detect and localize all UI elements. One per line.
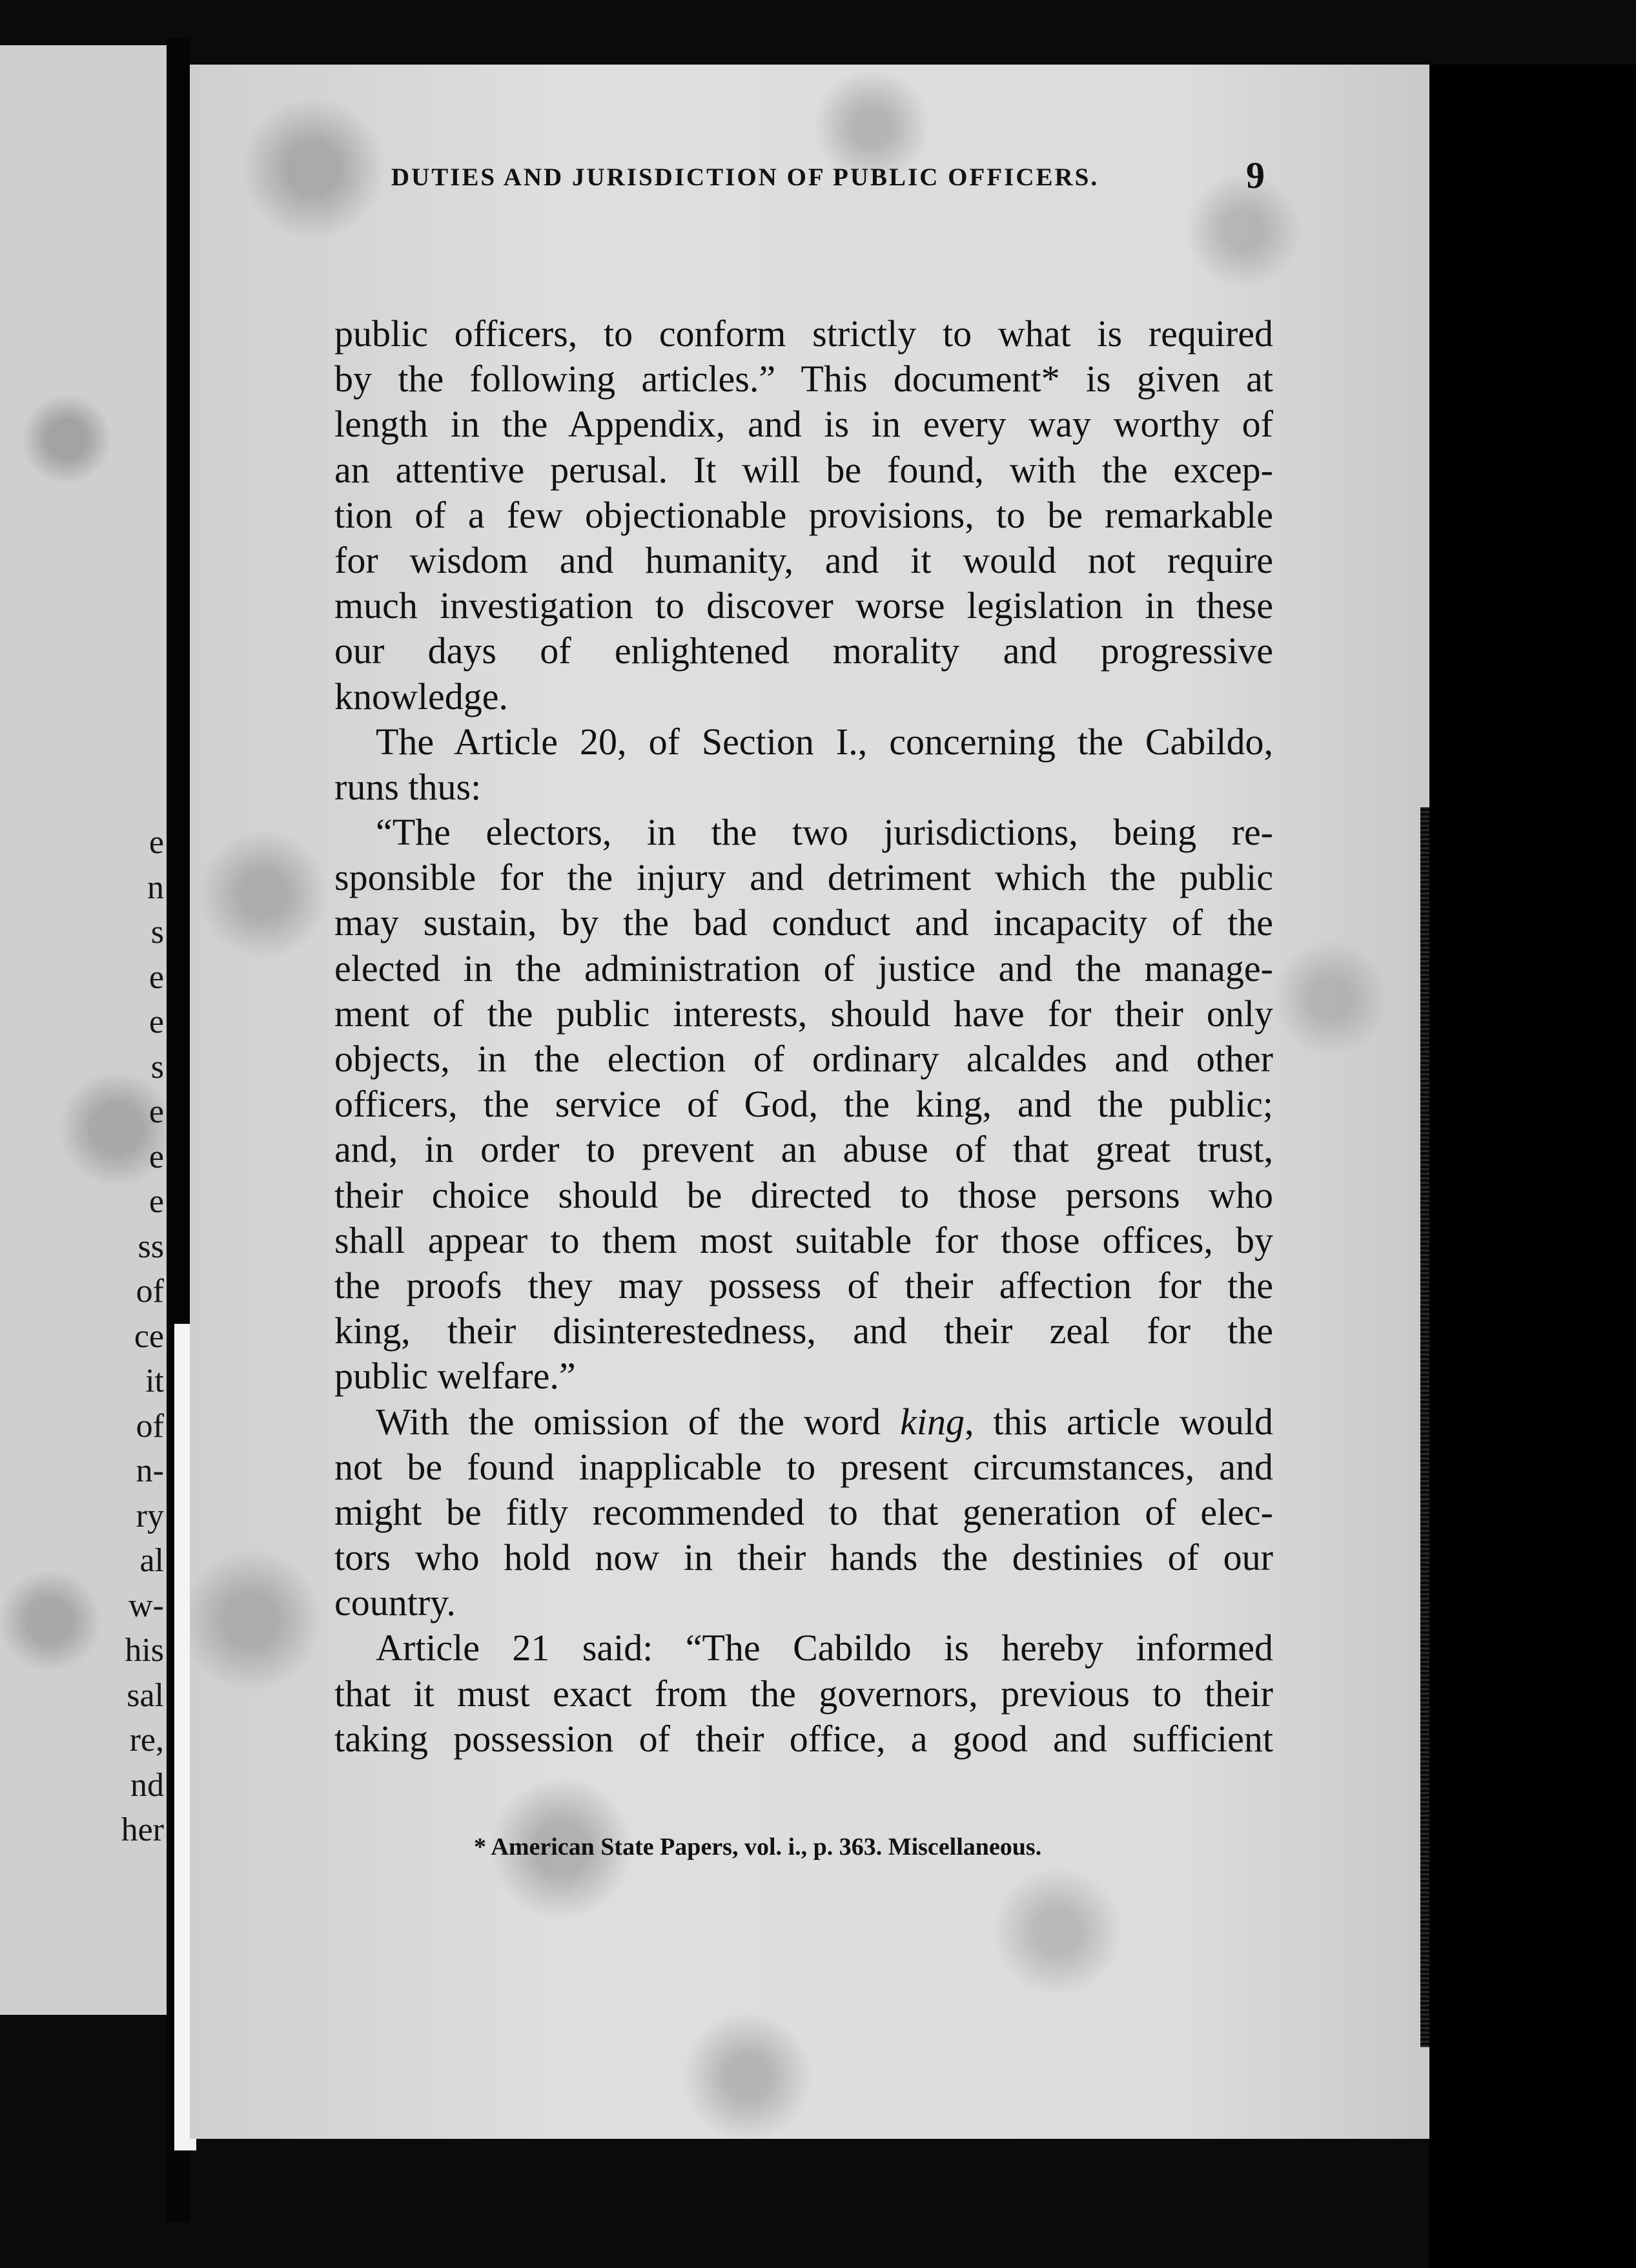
text-line: runs thus:: [334, 765, 482, 808]
text-line: With the omission of the word king, this article would: [376, 1400, 1273, 1443]
previous-page-fragment: al: [139, 1542, 164, 1579]
quote-line: ment of the public interests, should have for their only: [334, 992, 1273, 1035]
quote-line: public welfare.”: [334, 1355, 576, 1397]
previous-page-text-fragments: [87, 820, 164, 1853]
previous-page-edge: [0, 45, 167, 2015]
running-head: DUTIES AND JURISDICTION OF PUBLIC OFFICERS.: [391, 163, 1099, 191]
previous-page-fragment: e: [148, 958, 164, 996]
previous-page-fragment: it: [145, 1363, 164, 1399]
previous-page-fragment: ce: [134, 1317, 164, 1355]
previous-page-fragment: her: [121, 1811, 164, 1848]
emphasis-word: king: [900, 1400, 965, 1443]
text-line: might be fitly recommended to that generation of elec-: [334, 1490, 1273, 1533]
text-line: knowledge.: [334, 675, 508, 717]
text-line: Article 21 said: “The Cabildo is hereby informed: [376, 1627, 1273, 1669]
quote-line: “The electors, in the two jurisdictions, being re-: [376, 811, 1273, 854]
text-line: tors who hold now in their hands the destinies of our: [334, 1536, 1273, 1579]
previous-page-fragment: ry: [136, 1497, 164, 1534]
previous-page-fragment: e: [148, 824, 164, 861]
text-line: our days of enlightened morality and progressive: [334, 630, 1273, 672]
footnote: * American State Papers, vol. i., p. 363. Miscellaneous.: [474, 1833, 1042, 1861]
dark-margin: [1429, 65, 1636, 2268]
previous-page-fragment: of: [136, 1407, 164, 1445]
previous-page-fragment: w-: [128, 1587, 164, 1624]
text-line: public officers, to conform strictly to what is required: [334, 313, 1273, 355]
body-text: [334, 311, 1273, 1762]
previous-page-fragment: his: [125, 1632, 164, 1669]
quote-line: their choice should be directed to those persons who: [334, 1173, 1273, 1216]
text-line: an attentive perusal. It will be found, with the excep-: [334, 448, 1273, 491]
previous-page-fragment: nd: [130, 1766, 164, 1804]
quote-line: the proofs they may possess of their affection for the: [334, 1264, 1273, 1306]
previous-page-fragment: e: [148, 1138, 164, 1175]
quote-line: and, in order to prevent an abuse of that great trust,: [334, 1128, 1273, 1171]
text-line: not be found inapplicable to present circumstances, and: [334, 1445, 1273, 1488]
previous-page-fragment: n: [147, 869, 164, 906]
quote-line: shall appear to them most suitable for those offices, by: [334, 1219, 1273, 1261]
previous-page-fragment: s: [150, 1048, 164, 1086]
quote-line: officers, the service of God, the king, and the public;: [334, 1083, 1273, 1126]
text-line: length in the Appendix, and is in every way worthy of: [334, 403, 1273, 446]
text-line: by the following articles.” This document* is given at: [334, 358, 1273, 400]
quote-line: objects, in the election of ordinary alcaldes and other: [334, 1038, 1273, 1080]
previous-page-fragment: re,: [129, 1722, 164, 1758]
text-line: taking possession of their office, a good and sufficient: [334, 1717, 1273, 1760]
text-line: that it must exact from the governors, previous to their: [334, 1672, 1273, 1715]
quote-line: may sustain, by the bad conduct and incapacity of the: [334, 902, 1273, 944]
previous-page-fragment: sal: [127, 1676, 164, 1714]
text-line: for wisdom and humanity, and it would not require: [334, 539, 1273, 581]
previous-page-fragment: e: [148, 1093, 164, 1130]
text-line: country.: [334, 1582, 456, 1624]
quote-line: sponsible for the injury and detriment which the public: [334, 856, 1273, 899]
text-line: tion of a few objectionable provisions, to be remarkable: [334, 493, 1273, 536]
quote-line: king, their disinterestedness, and their zeal for the: [334, 1310, 1273, 1352]
page-number: 9: [1246, 154, 1265, 196]
previous-page-fragment: e: [148, 1004, 164, 1040]
text-line: much investigation to discover worse legislation in these: [334, 584, 1273, 627]
quote-line: elected in the administration of justice and the manage-: [334, 947, 1273, 989]
text-line: The Article 20, of Section I., concerning the Cabildo,: [376, 720, 1273, 763]
previous-page-fragment: e: [148, 1183, 164, 1220]
previous-page-fragment: of: [136, 1273, 164, 1310]
previous-page-fragment: s: [150, 914, 164, 951]
previous-page-fragment: n-: [136, 1452, 164, 1489]
previous-page-fragment: ss: [138, 1228, 164, 1265]
